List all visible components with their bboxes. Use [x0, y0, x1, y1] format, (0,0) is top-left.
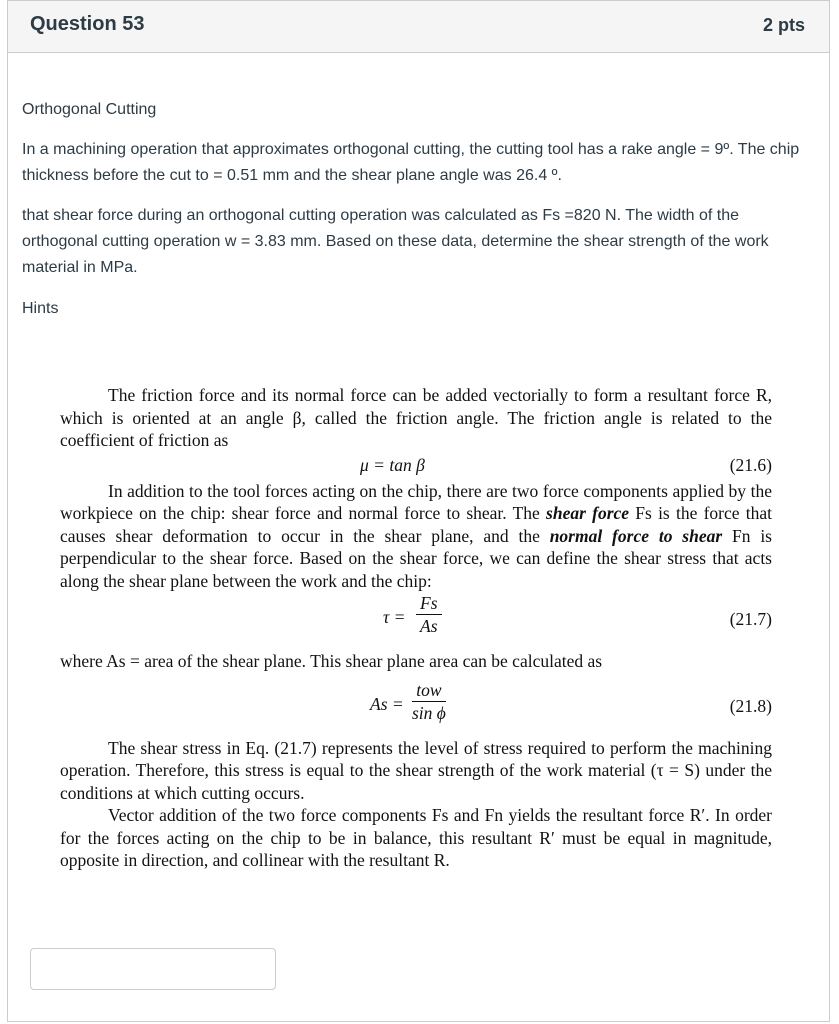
equation-21-7-fraction	[416, 592, 442, 637]
equation-21-7-numerator: Fs	[416, 592, 442, 615]
equation-21-8-numerator: tow	[412, 679, 446, 702]
equation-21-8	[60, 679, 772, 737]
hint-paragraph-2-part-a: In addition to the tool forces acting on the chip, there are two force components applied by the workpiece on the chip: shear force and normal force to shear. The	[60, 480, 772, 523]
answer-input[interactable]	[30, 948, 276, 990]
question-title: Question 53	[30, 13, 145, 35]
hint-paragraph-2-part-c: Fn is perpendicular to the shear force. Based on the shear force, we can define the shear stress that acts along the shear plane between the work and the chip:	[60, 525, 772, 591]
equation-21-8-lhs: As =	[370, 693, 404, 714]
hint-paragraph-3: where As = area of the shear plane. This shear plane area can be calculated as	[60, 651, 603, 671]
term-shear-force: shear force	[546, 503, 630, 523]
equation-21-7-lhs: τ =	[383, 607, 406, 627]
equation-21-7-denominator: As	[420, 616, 438, 636]
question-paragraph-1: In a machining operation that approximates orthogonal cutting, the cutting tool has a rake angle = 9º. The chip thickness before the cut to = 0.51 mm and the shear plane angle was 26.4 º.	[22, 141, 800, 184]
equation-21-6	[60, 452, 772, 480]
equation-21-8-fraction	[412, 679, 446, 724]
hint-paragraph-1: The friction force and its normal force can be added vectorially to form a resultant force R, which is oriented at an angle β, called the friction angle. The friction angle is related to the coefficient of friction as	[60, 385, 772, 450]
question-header	[8, 1, 829, 53]
hint-paragraph-2-part-b: Fs is the force that causes shear deformation to occur in the shear plane, and the	[60, 503, 773, 546]
question-points: 2 pts	[762, 15, 805, 35]
hint-paragraph-4: The shear stress in Eq. (21.7) represents the level of stress required to perform the machining operation. Therefore, this stress is equal to the shear strength of the work material (τ = S) under the conditions at which cutting occurs.	[60, 737, 772, 803]
equation-21-8-number: (21.8)	[729, 695, 772, 716]
hint-paragraph-5: Vector addition of the two force components Fs and Fn yields the resultant force R′. In order for the forces acting on the chip to be in balance, this resultant R′ must be equal in magnitude, opposite in direction, and collinear with the resultant R.	[60, 805, 772, 870]
equation-21-6-formula: μ = tan β	[360, 454, 425, 475]
term-normal-force: normal force to shear	[549, 525, 723, 546]
hint-textbook-excerpt	[60, 384, 772, 872]
question-paragraph-2: that shear force during an orthogonal cutting operation was calculated as Fs =820 N. The width of the orthogonal cutting operation w = 3.83 mm. Based on these data, determine the shear strength of the work material in MPa.	[22, 207, 769, 276]
equation-21-7	[60, 592, 772, 650]
equation-21-7-number: (21.7)	[729, 609, 772, 629]
hints-label: Hints	[22, 300, 59, 317]
equation-21-8-denominator: sin ϕ	[412, 702, 446, 723]
question-heading: Orthogonal Cutting	[22, 101, 157, 118]
hint-paragraph-2	[60, 480, 772, 593]
equation-21-6-number: (21.6)	[729, 454, 772, 475]
